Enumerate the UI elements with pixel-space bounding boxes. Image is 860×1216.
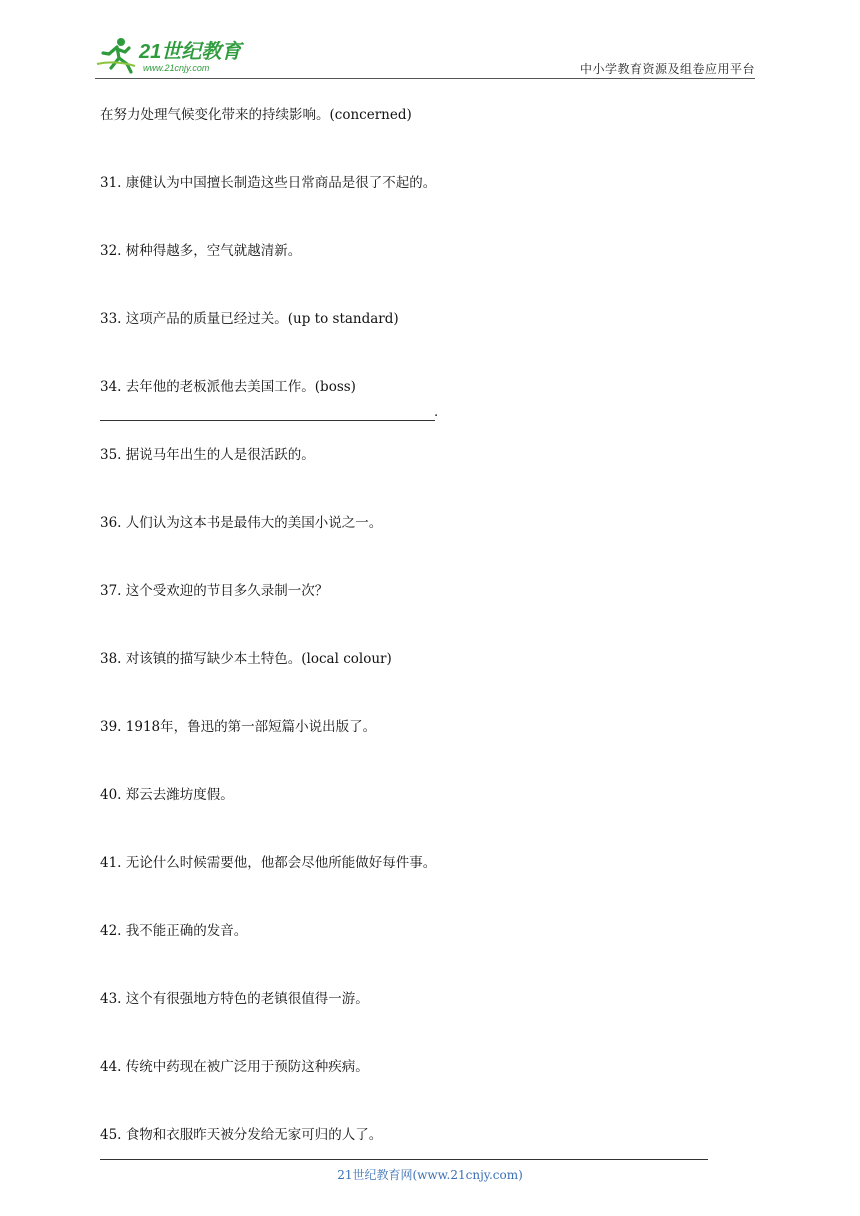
question-33: 33. 这项产品的质量已经过关。(up to standard) [100,311,399,327]
question-43: 43. 这个有很强地方特色的老镇很值得一游。 [100,991,369,1007]
header-platform-name: 中小学教育资源及组卷应用平台 [579,62,755,76]
answer-period: . [434,405,439,420]
question-40: 40. 郑云去潍坊度假。 [100,787,234,803]
question-32: 32. 树种得越多，空气就越清新。 [100,243,302,259]
question-36: 36. 人们认为这本书是最伟大的美国小说之一。 [100,515,383,531]
logo-text: 21世纪教育 [139,41,242,63]
intro-line: 在努力处理气候变化带来的持续影响。(concerned) [100,107,412,123]
question-45: 45. 食物和衣服昨天被分发给无家可归的人了。 [100,1127,383,1143]
question-list [100,106,720,1144]
question-44: 44. 传统中药现在被广泛用于预防这种疾病。 [100,1059,369,1075]
site-logo [95,34,265,74]
footer-text[interactable]: 21世纪教育网(www.21cnjy.com) [337,1168,523,1182]
answer-blank[interactable] [100,402,720,420]
logo-url: www.21cnjy.com [143,63,210,73]
page-header [95,30,755,78]
header-divider [95,78,755,79]
question-42: 42. 我不能正确的发音。 [100,923,248,939]
answer-underline [100,406,435,421]
question-38: 38. 对该镇的描写缺少本土特色。(local colour) [100,651,392,667]
question-41: 41. 无论什么时候需要他，他都会尽他所能做好每件事。 [100,855,437,871]
question-35: 35. 据说马年出生的人是很活跃的。 [100,447,315,463]
question-31: 31. 康健认为中国擅长制造这些日常商品是很了不起的。 [100,175,437,191]
footer-divider [100,1159,708,1160]
question-39: 39. 1918年，鲁迅的第一部短篇小说出版了。 [100,719,377,735]
question-37: 37. 这个受欢迎的节目多久录制一次？ [100,583,329,599]
question-34: 34. 去年他的老板派他去美国工作。(boss) [100,379,356,395]
running-man-icon [97,38,135,72]
